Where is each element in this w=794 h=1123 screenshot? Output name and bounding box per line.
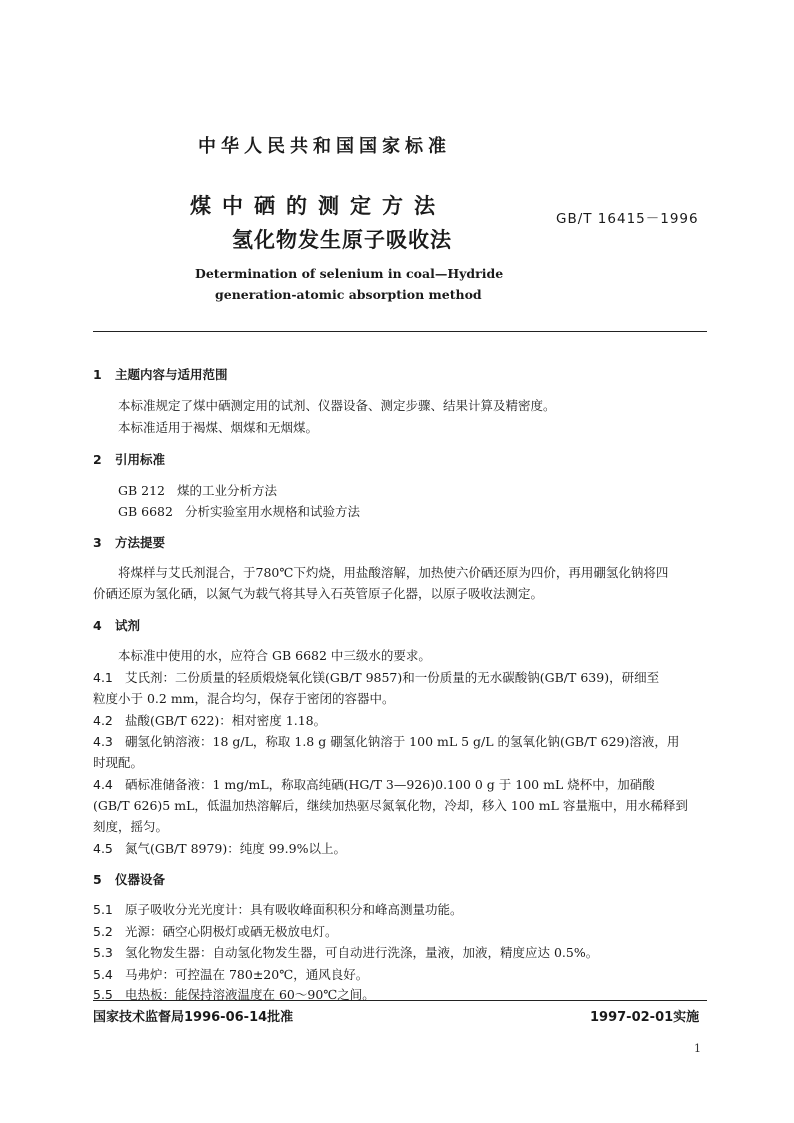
clause-text: 硼氢化钠溶液：18 g/L，称取 1.8 g 硼氢化钠溶于 100 mL 5 g/L 的氢氧化钠(GB/T 629)溶液，用 xyxy=(125,734,680,749)
clause-text: 电热板：能保持溶液温度在 60～90℃之间。 xyxy=(125,987,375,1002)
clause-text: 氮气(GB/T 8979)：纯度 99.9%以上。 xyxy=(125,841,346,856)
reference-item xyxy=(118,502,360,520)
clause-text: 硒标准储备液：1 mg/mL，称取高纯硒(HG/T 3—926)0.100 0 g 于 100 mL 烧杯中，加硝酸 xyxy=(125,777,655,792)
clause-text: 氢化物发生器：自动氢化物发生器，可自动进行洗涤，量液，加液，精度应达 0.5%。 xyxy=(125,945,599,960)
clause-number: 5.4 xyxy=(93,967,113,982)
clause-5-2 xyxy=(93,922,338,940)
document-title-line1: 煤中硒的测定方法 xyxy=(190,194,446,218)
clause-4-5 xyxy=(93,839,346,857)
clause-number: 5.3 xyxy=(93,945,113,960)
section-number: 2 xyxy=(93,452,102,467)
clause-4-2 xyxy=(93,711,326,729)
clause-number: 4.5 xyxy=(93,841,113,856)
national-standard-heading: 中华人民共和国国家标准 xyxy=(198,136,451,157)
section-1-heading xyxy=(93,365,228,383)
section-title: 试剂 xyxy=(115,618,141,633)
section-title: 方法提要 xyxy=(115,535,166,550)
reference-item xyxy=(118,481,277,499)
clause-5-4 xyxy=(93,965,368,983)
section-number: 4 xyxy=(93,618,102,633)
english-title-line1: Determination of selenium in coal—Hydride xyxy=(195,266,504,281)
section-number: 1 xyxy=(93,367,102,382)
clause-text-continued: 刻度，摇匀。 xyxy=(93,819,169,834)
clause-number: 5.5 xyxy=(93,987,113,1002)
section-title: 引用标准 xyxy=(115,452,166,467)
approval-statement: 国家技术监督局1996-06-14批准 xyxy=(93,1010,294,1025)
clause-text: 光源：硒空心阴极灯或硒无极放电灯。 xyxy=(125,924,338,939)
section-number: 5 xyxy=(93,872,102,887)
footer-divider xyxy=(93,1000,707,1001)
reference-code: GB 6682 xyxy=(118,504,173,519)
paragraph: 本标准规定了煤中硒测定用的试剂、仪器设备、测定步骤、结果计算及精密度。 xyxy=(118,398,556,413)
section-2-heading xyxy=(93,450,165,468)
implementation-date: 1997-02-01实施 xyxy=(590,1010,700,1025)
section-title: 主题内容与适用范围 xyxy=(115,367,228,382)
paragraph: 本标准中使用的水，应符合 GB 6682 中三级水的要求。 xyxy=(118,648,431,663)
reference-code: GB 212 xyxy=(118,483,166,498)
clause-text: 原子吸收分光光度计：具有吸收峰面积积分和峰高测量功能。 xyxy=(125,902,463,917)
clause-number: 4.3 xyxy=(93,734,113,749)
clause-text-continued: 时现配。 xyxy=(93,755,144,770)
document-title-line2: 氢化物发生原子吸收法 xyxy=(232,228,452,252)
paragraph: 价硒还原为氢化硒，以氮气为载气将其导入石英管原子化器，以原子吸收法测定。 xyxy=(93,586,544,601)
section-3-heading xyxy=(93,533,165,551)
section-number: 3 xyxy=(93,535,102,550)
clause-number: 4.1 xyxy=(93,670,113,685)
clause-number: 4.2 xyxy=(93,713,113,728)
section-5-heading xyxy=(93,870,165,888)
reference-name: 煤的工业分析方法 xyxy=(177,483,278,498)
clause-4-1 xyxy=(93,668,659,686)
clause-text: 盐酸(GB/T 622)：相对密度 1.18。 xyxy=(125,713,327,728)
english-title-line2: generation-atomic absorption method xyxy=(215,287,482,302)
clause-number: 5.2 xyxy=(93,924,113,939)
clause-text: 艾氏剂：二份质量的轻质煅烧氧化镁(GB/T 9857)和一份质量的无水碳酸钠(GB/T 639)，研细至 xyxy=(125,670,660,685)
paragraph: 本标准适用于褐煤、烟煤和无烟煤。 xyxy=(118,420,319,435)
standard-number: GB/T 16415－1996 xyxy=(556,211,699,227)
clause-5-1 xyxy=(93,900,463,918)
clause-text: 马弗炉：可控温在 780±20℃，通风良好。 xyxy=(125,967,369,982)
clause-text-continued: (GB/T 626)5 mL，低温加热溶解后，继续加热驱尽氮氧化物，冷却，移入 100 mL 容量瓶中，用水稀释到 xyxy=(93,798,688,813)
reference-name: 分析实验室用水规格和试验方法 xyxy=(184,504,360,519)
clause-4-4 xyxy=(93,775,655,793)
header-divider xyxy=(93,331,707,332)
paragraph: 将煤样与艾氏剂混合，于780℃下灼烧，用盐酸溶解，加热使六价硒还原为四价，再用硼氢化钠将四 xyxy=(118,565,669,580)
section-4-heading xyxy=(93,616,140,634)
clause-text-continued: 粒度小于 0.2 mm，混合均匀，保存于密闭的容器中。 xyxy=(93,691,395,706)
clause-5-3 xyxy=(93,943,598,961)
clause-4-3 xyxy=(93,732,679,750)
section-title: 仪器设备 xyxy=(115,872,166,887)
clause-number: 4.4 xyxy=(93,777,113,792)
clause-number: 5.1 xyxy=(93,902,113,917)
page-number: 1 xyxy=(694,1042,701,1055)
